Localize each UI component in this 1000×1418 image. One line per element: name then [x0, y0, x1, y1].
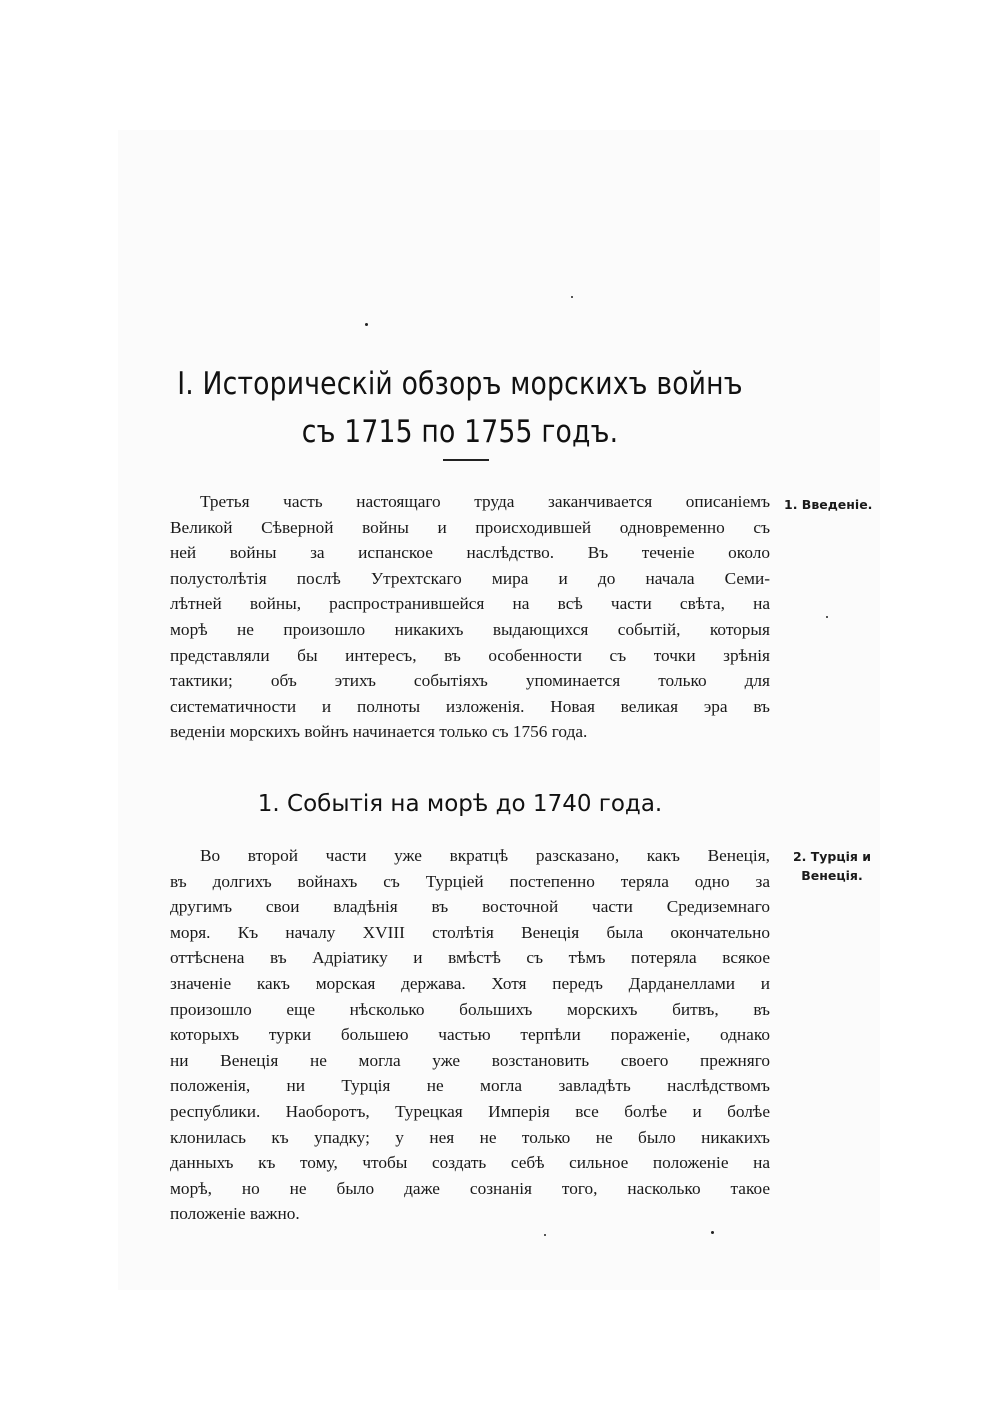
scan-speck	[544, 1234, 546, 1236]
text-line: данныхъ къ тому, чтобы создать себѣ сильное положенiе на	[170, 1153, 770, 1173]
intro-paragraph	[170, 489, 770, 745]
text-line: положенiя, ни Турцiя не могла завладѣть наслѣдствомъ	[170, 1076, 770, 1096]
text-line: представляли бы интересъ, въ особенности съ точки зрѣнiя	[170, 645, 770, 665]
scan-speck	[711, 1231, 714, 1234]
chapter-title	[168, 360, 753, 456]
chapter-title-line-1: I. Историческiй обзоръ морскихъ войнъ	[177, 366, 743, 402]
text-line: Великой Сѣверной войны и происходившей одновременно съ	[170, 517, 770, 537]
text-line: лѣтней войны, распространившейся на всѣ части свѣта, на	[170, 594, 770, 614]
text-line: которыхъ турки большею частью терпѣли пораженiе, однако	[170, 1025, 770, 1045]
margin-note-line: Венецiя.	[801, 868, 863, 883]
text-line: Во второй части уже вкратцѣ разсказано, какъ Венецiя,	[200, 846, 770, 865]
text-line: морѣ не произошло никакихъ выдающихся событiй, которыя	[170, 619, 770, 639]
text-line: другимъ свои владѣнiя въ восточной части Средиземнаго	[170, 897, 770, 917]
text-line: Третья часть настоящаго труда заканчивается описанiемъ	[200, 492, 770, 511]
scan-speck	[826, 616, 828, 618]
text-line: тактики; объ этихъ событiяхъ упоминается только для	[170, 671, 770, 691]
section-heading: 1. Событiя на морѣ до 1740 года.	[257, 791, 663, 817]
text-line: ней войны за испанское наслѣдство. Въ теченiе около	[170, 543, 770, 563]
text-line: въ долгихъ войнахъ съ Турцiей постепенно теряла одно за	[170, 871, 770, 891]
text-line: произошло еще нѣсколько большихъ морскихъ битвъ, въ	[170, 999, 770, 1019]
text-line: клонилась къ упадку; у нея не только не было никакихъ	[170, 1127, 770, 1147]
text-line: положенiе важно.	[170, 1204, 300, 1224]
text-line: республики. Наоборотъ, Турецкая Имперiя все болѣе и болѣе	[170, 1101, 770, 1121]
margin-note-line: 2. Турцiя и	[792, 849, 872, 864]
section-paragraph	[170, 843, 770, 1227]
text-line: морѣ, но не было даже сознанiя того, насколько такое	[170, 1178, 770, 1198]
scan-speck	[571, 296, 573, 298]
scan-speck	[365, 323, 368, 326]
text-line: систематичности и полноты изложенiя. Новая великая эра въ	[170, 696, 770, 716]
text-line: моря. Къ началу XVIII столѣтiя Венецiя была окончательно	[170, 922, 770, 942]
text-line: значенiе какъ морская держава. Хотя передъ Дарданеллами и	[170, 973, 770, 993]
margin-note-introduction: 1. Введенiе.	[784, 497, 873, 512]
margin-note-turkey-venice	[782, 847, 882, 885]
text-line: оттѣснена въ Адрiатику и вмѣстѣ съ тѣмъ потеряла всякое	[170, 948, 770, 968]
chapter-title-line-2: съ 1715 по 1755 годъ.	[301, 414, 619, 450]
text-line: ни Венецiя не могла уже возстановить своего прежняго	[170, 1050, 770, 1070]
text-line: веденiи морскихъ войнъ начинается только съ 1756 года.	[170, 722, 588, 742]
text-line: полустолѣтiя послѣ Утрехтскаго мира и до начала Семи-	[170, 568, 770, 588]
title-divider	[443, 459, 489, 461]
